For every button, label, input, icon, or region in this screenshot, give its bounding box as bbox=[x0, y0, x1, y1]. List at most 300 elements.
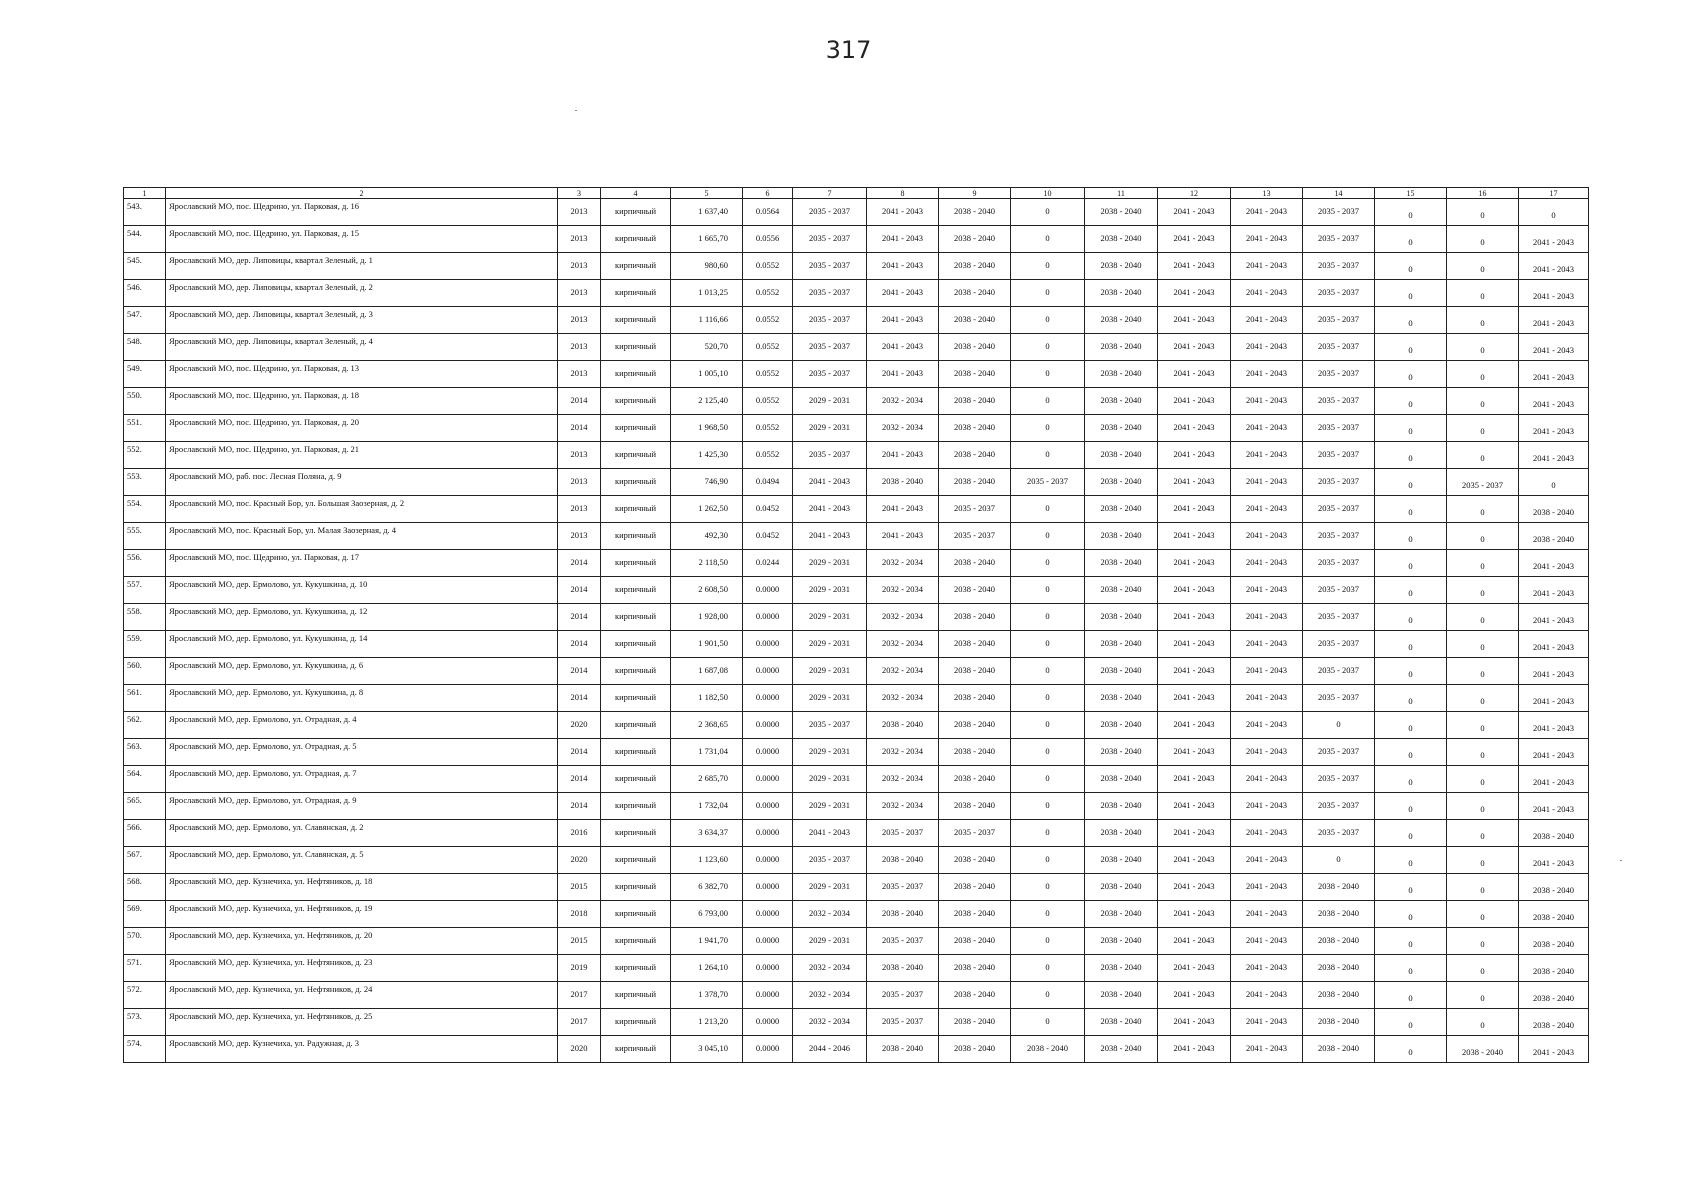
cell-period-12 bbox=[1158, 388, 1231, 415]
cell-wall-material bbox=[601, 982, 671, 1009]
cell-text: 2041 - 2043 bbox=[1245, 989, 1288, 999]
cell-wear-ratio bbox=[743, 280, 793, 307]
cell-period-9 bbox=[939, 1036, 1011, 1063]
cell-area bbox=[671, 982, 743, 1009]
cell-text: 2 608,50 bbox=[698, 584, 728, 594]
cell-period-15 bbox=[1375, 820, 1447, 847]
cell-text: 2038 - 2040 bbox=[1100, 368, 1142, 378]
table-row bbox=[124, 226, 1589, 253]
cell-text: Ярославский МО, пос. Щедрино, ул. Парковая, д. 13 bbox=[169, 363, 360, 373]
cell-period-15 bbox=[1375, 226, 1447, 253]
cell-address bbox=[166, 469, 558, 496]
cell-period-9 bbox=[939, 712, 1011, 739]
cell-text: 0.0000 bbox=[755, 773, 780, 783]
cell-year bbox=[558, 739, 601, 766]
cell-period-7 bbox=[793, 199, 867, 226]
cell-period-16 bbox=[1447, 793, 1519, 820]
cell-text: кирпичный bbox=[614, 773, 657, 783]
cell-period-7 bbox=[793, 280, 867, 307]
cell-text: Ярославский МО, дер. Ермолово, ул. Отрадная, д. 9 bbox=[169, 795, 357, 805]
cell-text: 2041 - 2043 bbox=[881, 314, 924, 324]
cell-text: 2013 bbox=[570, 287, 588, 297]
cell-text: 2041 - 2043 bbox=[1245, 476, 1288, 486]
cell-text: 0 bbox=[1045, 260, 1050, 270]
cell-text: 0 bbox=[1480, 858, 1485, 868]
cell-text: 2035 - 2037 bbox=[1026, 476, 1069, 486]
column-number-header: 12 bbox=[1158, 188, 1231, 199]
cell-text: 2041 - 2043 bbox=[1173, 422, 1215, 432]
cell-address bbox=[166, 388, 558, 415]
cell-text: Ярославский МО, дер. Ермолово, ул. Кукушкина, д. 6 bbox=[169, 660, 364, 670]
cell-period-13 bbox=[1231, 496, 1303, 523]
cell-period-16 bbox=[1447, 604, 1519, 631]
cell-text: 2038 - 2040 bbox=[1317, 881, 1360, 891]
cell-row-number bbox=[124, 739, 166, 766]
cell-text: 2038 - 2040 bbox=[953, 746, 996, 756]
cell-period-17 bbox=[1519, 361, 1589, 388]
cell-text: 0 bbox=[1480, 345, 1485, 355]
cell-text: 0.0000 bbox=[755, 935, 780, 945]
cell-period-16 bbox=[1447, 901, 1519, 928]
cell-text: 2041 - 2043 bbox=[1532, 858, 1575, 868]
cell-text: 2014 bbox=[570, 611, 588, 621]
cell-year bbox=[558, 523, 601, 550]
cell-text: 2038 - 2040 bbox=[1100, 989, 1142, 999]
cell-text: 2041 - 2043 bbox=[881, 368, 924, 378]
column-number-header: 17 bbox=[1519, 188, 1589, 199]
cell-text: 0 bbox=[1045, 314, 1050, 324]
cell-period-8 bbox=[867, 820, 939, 847]
cell-text: 2038 - 2040 bbox=[1100, 692, 1142, 702]
cell-period-11 bbox=[1085, 577, 1158, 604]
cell-text: 0 bbox=[1045, 638, 1050, 648]
cell-text: 2 118,50 bbox=[698, 557, 728, 567]
cell-period-9 bbox=[939, 604, 1011, 631]
cell-text: 0 bbox=[1045, 206, 1050, 216]
cell-wear-ratio bbox=[743, 766, 793, 793]
cell-period-14 bbox=[1303, 280, 1375, 307]
cell-text: 2041 - 2043 bbox=[1173, 314, 1215, 324]
cell-text: 0.0552 bbox=[755, 422, 780, 432]
cell-period-13 bbox=[1231, 550, 1303, 577]
cell-text: 0 bbox=[1408, 507, 1413, 517]
cell-period-9 bbox=[939, 253, 1011, 280]
cell-text: 2041 - 2043 bbox=[1245, 854, 1288, 864]
cell-text: 0 bbox=[1408, 264, 1413, 274]
cell-period-7 bbox=[793, 874, 867, 901]
cell-period-10 bbox=[1011, 928, 1085, 955]
cell-address bbox=[166, 442, 558, 469]
cell-text: 2035 - 2037 bbox=[808, 233, 851, 243]
cell-text: 2041 - 2043 bbox=[1173, 1043, 1215, 1053]
cell-text: 2038 - 2040 bbox=[1100, 719, 1142, 729]
cell-text: 2013 bbox=[570, 503, 588, 513]
cell-period-15 bbox=[1375, 253, 1447, 280]
cell-period-8 bbox=[867, 469, 939, 496]
cell-period-7 bbox=[793, 415, 867, 442]
cell-period-15 bbox=[1375, 928, 1447, 955]
cell-period-9 bbox=[939, 442, 1011, 469]
cell-text: 2032 - 2034 bbox=[881, 746, 924, 756]
cell-text: 2014 bbox=[570, 800, 588, 810]
cell-wear-ratio bbox=[743, 820, 793, 847]
cell-text: 0.0000 bbox=[755, 638, 780, 648]
cell-text: 2041 - 2043 bbox=[1173, 827, 1215, 837]
cell-text: 0.0552 bbox=[755, 260, 780, 270]
cell-wall-material bbox=[601, 307, 671, 334]
cell-period-13 bbox=[1231, 469, 1303, 496]
cell-text: 2041 - 2043 bbox=[1245, 719, 1288, 729]
cell-text: 554. bbox=[127, 498, 142, 508]
cell-text: 0 bbox=[1480, 912, 1485, 922]
cell-period-7 bbox=[793, 685, 867, 712]
cell-area bbox=[671, 766, 743, 793]
cell-text: 0 bbox=[1480, 291, 1485, 301]
cell-period-10 bbox=[1011, 550, 1085, 577]
cell-period-13 bbox=[1231, 847, 1303, 874]
cell-text: 2038 - 2040 bbox=[1100, 476, 1142, 486]
cell-text: 568. bbox=[127, 876, 142, 886]
cell-address bbox=[166, 658, 558, 685]
cell-wear-ratio bbox=[743, 982, 793, 1009]
cell-period-9 bbox=[939, 469, 1011, 496]
cell-text: 2014 bbox=[570, 665, 588, 675]
cell-text: кирпичный bbox=[614, 989, 657, 999]
cell-period-11 bbox=[1085, 685, 1158, 712]
cell-text: 2020 bbox=[570, 719, 588, 729]
cell-text: 2032 - 2034 bbox=[881, 665, 924, 675]
cell-address bbox=[166, 523, 558, 550]
column-number-header: 4 bbox=[601, 188, 671, 199]
cell-period-11 bbox=[1085, 469, 1158, 496]
cell-text: 2038 - 2040 bbox=[953, 206, 996, 216]
cell-period-16 bbox=[1447, 334, 1519, 361]
cell-period-17 bbox=[1519, 874, 1589, 901]
cell-address bbox=[166, 415, 558, 442]
cell-text: 2029 - 2031 bbox=[808, 665, 851, 675]
cell-text: Ярославский МО, дер. Ермолово, ул. Отрадная, д. 7 bbox=[169, 768, 357, 778]
cell-text: 2029 - 2031 bbox=[808, 611, 851, 621]
cell-text: 0.0552 bbox=[755, 341, 780, 351]
cell-wall-material bbox=[601, 604, 671, 631]
cell-row-number bbox=[124, 982, 166, 1009]
cell-text: Ярославский МО, дер. Липовицы, квартал Зеленый, д. 3 bbox=[169, 309, 373, 319]
cell-period-15 bbox=[1375, 334, 1447, 361]
cell-text: Ярославский МО, дер. Кузнечиха, ул. Нефтяников, д. 19 bbox=[169, 903, 373, 913]
cell-row-number bbox=[124, 388, 166, 415]
cell-text: 2038 - 2040 bbox=[953, 692, 996, 702]
cell-address bbox=[166, 199, 558, 226]
cell-text: 2038 - 2040 bbox=[1532, 885, 1575, 895]
cell-text: 2017 bbox=[570, 1016, 588, 1026]
table-row bbox=[124, 307, 1589, 334]
cell-text: 2038 - 2040 bbox=[881, 476, 924, 486]
cell-text: 569. bbox=[127, 903, 142, 913]
cell-period-9 bbox=[939, 226, 1011, 253]
cell-period-11 bbox=[1085, 307, 1158, 334]
cell-text: 0 bbox=[1480, 615, 1485, 625]
cell-text: 2017 bbox=[570, 989, 588, 999]
cell-period-7 bbox=[793, 955, 867, 982]
cell-text: 2014 bbox=[570, 557, 588, 567]
cell-wall-material bbox=[601, 928, 671, 955]
cell-text: 2015 bbox=[570, 881, 588, 891]
cell-period-12 bbox=[1158, 1009, 1231, 1036]
cell-period-9 bbox=[939, 550, 1011, 577]
cell-period-13 bbox=[1231, 901, 1303, 928]
cell-text: 2035 - 2037 bbox=[1317, 503, 1360, 513]
column-number-header: 13 bbox=[1231, 188, 1303, 199]
cell-period-8 bbox=[867, 847, 939, 874]
cell-text: 0 bbox=[1045, 584, 1050, 594]
cell-text: 2038 - 2040 bbox=[1100, 800, 1142, 810]
cell-text: 0 bbox=[1408, 831, 1413, 841]
cell-text: 2041 - 2043 bbox=[1173, 449, 1215, 459]
cell-text: 2032 - 2034 bbox=[881, 773, 924, 783]
cell-text: 0 bbox=[1045, 719, 1050, 729]
cell-period-17 bbox=[1519, 469, 1589, 496]
cell-address bbox=[166, 685, 558, 712]
cell-text: 2032 - 2034 bbox=[808, 962, 851, 972]
cell-text: 573. bbox=[127, 1011, 142, 1021]
cell-period-10 bbox=[1011, 631, 1085, 658]
cell-row-number bbox=[124, 604, 166, 631]
cell-text: 2041 - 2043 bbox=[1245, 638, 1288, 648]
cell-text: 2035 - 2037 bbox=[881, 935, 924, 945]
table-row bbox=[124, 253, 1589, 280]
cell-text: кирпичный bbox=[614, 719, 657, 729]
cell-text: кирпичный bbox=[614, 1043, 657, 1053]
cell-text: 2038 - 2040 bbox=[1100, 773, 1142, 783]
cell-text: Ярославский МО, дер. Ермолово, ул. Кукушкина, д. 12 bbox=[169, 606, 368, 616]
cell-text: 566. bbox=[127, 822, 142, 832]
cell-period-17 bbox=[1519, 199, 1589, 226]
cell-text: Ярославский МО, дер. Кузнечиха, ул. Радужная, д. 3 bbox=[169, 1038, 360, 1048]
cell-text: 2038 - 2040 bbox=[953, 287, 996, 297]
cell-text: 2038 - 2040 bbox=[1532, 831, 1575, 841]
cell-text: 0.0000 bbox=[755, 692, 780, 702]
cell-period-17 bbox=[1519, 820, 1589, 847]
cell-text: 1 264,10 bbox=[698, 962, 728, 972]
cell-period-7 bbox=[793, 739, 867, 766]
cell-period-9 bbox=[939, 928, 1011, 955]
cell-area bbox=[671, 307, 743, 334]
cell-text: 0 bbox=[1480, 372, 1485, 382]
cell-text: 2041 - 2043 bbox=[1532, 264, 1575, 274]
cell-period-12 bbox=[1158, 253, 1231, 280]
cell-text: Ярославский МО, дер. Ермолово, ул. Отрадная, д. 4 bbox=[169, 714, 357, 724]
cell-wear-ratio bbox=[743, 739, 793, 766]
cell-text: 0 bbox=[1045, 449, 1050, 459]
cell-text: 2041 - 2043 bbox=[1245, 395, 1288, 405]
cell-year bbox=[558, 685, 601, 712]
cell-period-9 bbox=[939, 631, 1011, 658]
cell-text: 2038 - 2040 bbox=[1100, 422, 1142, 432]
cell-period-13 bbox=[1231, 199, 1303, 226]
cell-text: 0 bbox=[1408, 912, 1413, 922]
cell-period-11 bbox=[1085, 1009, 1158, 1036]
cell-period-10 bbox=[1011, 469, 1085, 496]
cell-period-17 bbox=[1519, 901, 1589, 928]
cell-text: 571. bbox=[127, 957, 142, 967]
cell-text: Ярославский МО, дер. Липовицы, квартал Зеленый, д. 2 bbox=[169, 282, 373, 292]
cell-wear-ratio bbox=[743, 523, 793, 550]
cell-period-11 bbox=[1085, 766, 1158, 793]
cell-address bbox=[166, 1009, 558, 1036]
cell-text: 0 bbox=[1408, 939, 1413, 949]
cell-text: кирпичный bbox=[614, 881, 657, 891]
cell-text: 2041 - 2043 bbox=[1173, 287, 1215, 297]
cell-area bbox=[671, 874, 743, 901]
cell-row-number bbox=[124, 1036, 166, 1063]
cell-period-14 bbox=[1303, 496, 1375, 523]
cell-wall-material bbox=[601, 793, 671, 820]
cell-text: 0 bbox=[1480, 561, 1485, 571]
cell-area bbox=[671, 631, 743, 658]
cell-text: 563. bbox=[127, 741, 142, 751]
cell-text: 2038 - 2040 bbox=[953, 665, 996, 675]
cell-period-7 bbox=[793, 496, 867, 523]
cell-text: 0 bbox=[1408, 723, 1413, 733]
cell-text: 2014 bbox=[570, 584, 588, 594]
cell-text: 0 bbox=[1408, 372, 1413, 382]
cell-wear-ratio bbox=[743, 874, 793, 901]
cell-text: 2038 - 2040 bbox=[1100, 665, 1142, 675]
cell-period-13 bbox=[1231, 1036, 1303, 1063]
cell-period-10 bbox=[1011, 1036, 1085, 1063]
cell-text: 2029 - 2031 bbox=[808, 935, 851, 945]
cell-text: 2041 - 2043 bbox=[881, 449, 924, 459]
cell-text: 2038 - 2040 bbox=[1317, 1016, 1360, 1026]
cell-text: 0 bbox=[1480, 993, 1485, 1003]
cell-text: 2038 - 2040 bbox=[881, 1043, 924, 1053]
cell-text: 2038 - 2040 bbox=[1100, 287, 1142, 297]
cell-period-12 bbox=[1158, 415, 1231, 442]
cell-period-16 bbox=[1447, 820, 1519, 847]
cell-row-number bbox=[124, 712, 166, 739]
cell-area bbox=[671, 334, 743, 361]
cell-wear-ratio bbox=[743, 226, 793, 253]
cell-period-7 bbox=[793, 307, 867, 334]
cell-wall-material bbox=[601, 1009, 671, 1036]
cell-period-10 bbox=[1011, 307, 1085, 334]
cell-period-11 bbox=[1085, 280, 1158, 307]
cell-period-10 bbox=[1011, 388, 1085, 415]
cell-text: 2041 - 2043 bbox=[1245, 557, 1288, 567]
cell-text: 2038 - 2040 bbox=[1532, 912, 1575, 922]
cell-text: 0 bbox=[1480, 534, 1485, 544]
cell-period-10 bbox=[1011, 496, 1085, 523]
cell-wall-material bbox=[601, 469, 671, 496]
cell-text: 0 bbox=[1480, 804, 1485, 814]
cell-text: 2038 - 2040 bbox=[1461, 1047, 1504, 1057]
cell-text: 2035 - 2037 bbox=[1317, 233, 1360, 243]
cell-year bbox=[558, 1009, 601, 1036]
cell-text: 520,70 bbox=[704, 341, 728, 351]
cell-text: 2035 - 2037 bbox=[1317, 422, 1360, 432]
cell-period-11 bbox=[1085, 820, 1158, 847]
cell-wear-ratio bbox=[743, 442, 793, 469]
cell-period-17 bbox=[1519, 793, 1589, 820]
cell-text: 0 bbox=[1045, 746, 1050, 756]
cell-text: 6 793,00 bbox=[698, 908, 728, 918]
cell-area bbox=[671, 955, 743, 982]
cell-text: 2014 bbox=[570, 773, 588, 783]
cell-address bbox=[166, 334, 558, 361]
cell-address bbox=[166, 766, 558, 793]
cell-text: 2041 - 2043 bbox=[1532, 426, 1575, 436]
cell-period-9 bbox=[939, 280, 1011, 307]
cell-text: 549. bbox=[127, 363, 142, 373]
cell-address bbox=[166, 550, 558, 577]
cell-text: 2041 - 2043 bbox=[1245, 962, 1288, 972]
cell-period-10 bbox=[1011, 766, 1085, 793]
cell-address bbox=[166, 1036, 558, 1063]
cell-period-13 bbox=[1231, 874, 1303, 901]
cell-text: 2041 - 2043 bbox=[1173, 881, 1215, 891]
cell-period-14 bbox=[1303, 415, 1375, 442]
cell-text: 2041 - 2043 bbox=[1245, 314, 1288, 324]
column-number-header: 5 bbox=[671, 188, 743, 199]
cell-period-8 bbox=[867, 793, 939, 820]
cell-year bbox=[558, 361, 601, 388]
cell-text: 1 901,50 bbox=[698, 638, 728, 648]
cell-text: 2041 - 2043 bbox=[1173, 746, 1215, 756]
cell-text: 0 bbox=[1408, 1020, 1413, 1030]
cell-text: Ярославский МО, дер. Кузнечиха, ул. Нефтяников, д. 23 bbox=[169, 957, 373, 967]
cell-address bbox=[166, 577, 558, 604]
cell-year bbox=[558, 550, 601, 577]
cell-period-11 bbox=[1085, 253, 1158, 280]
cell-text: 2041 - 2043 bbox=[1173, 800, 1215, 810]
cell-text: 2029 - 2031 bbox=[808, 584, 851, 594]
cell-period-11 bbox=[1085, 199, 1158, 226]
cell-wall-material bbox=[601, 334, 671, 361]
cell-text: кирпичный bbox=[614, 1016, 657, 1026]
cell-period-13 bbox=[1231, 280, 1303, 307]
cell-period-16 bbox=[1447, 523, 1519, 550]
cell-period-14 bbox=[1303, 388, 1375, 415]
cell-period-7 bbox=[793, 469, 867, 496]
column-number-header: 16 bbox=[1447, 188, 1519, 199]
cell-area bbox=[671, 388, 743, 415]
cell-period-10 bbox=[1011, 820, 1085, 847]
cell-period-13 bbox=[1231, 604, 1303, 631]
cell-period-8 bbox=[867, 280, 939, 307]
cell-row-number bbox=[124, 442, 166, 469]
cell-text: 2035 - 2037 bbox=[881, 1016, 924, 1026]
cell-period-16 bbox=[1447, 280, 1519, 307]
cell-period-14 bbox=[1303, 928, 1375, 955]
cell-period-8 bbox=[867, 901, 939, 928]
cell-text: 2016 bbox=[570, 827, 588, 837]
cell-address bbox=[166, 739, 558, 766]
cell-text: 572. bbox=[127, 984, 142, 994]
table-row bbox=[124, 469, 1589, 496]
cell-year bbox=[558, 793, 601, 820]
cell-row-number bbox=[124, 955, 166, 982]
cell-text: 2019 bbox=[570, 962, 588, 972]
cell-wear-ratio bbox=[743, 1036, 793, 1063]
cell-text: 2038 - 2040 bbox=[953, 989, 996, 999]
cell-text: 2041 - 2043 bbox=[1532, 372, 1575, 382]
cell-period-17 bbox=[1519, 739, 1589, 766]
table-row bbox=[124, 280, 1589, 307]
cell-row-number bbox=[124, 550, 166, 577]
cell-period-17 bbox=[1519, 766, 1589, 793]
cell-period-8 bbox=[867, 658, 939, 685]
cell-period-17 bbox=[1519, 847, 1589, 874]
